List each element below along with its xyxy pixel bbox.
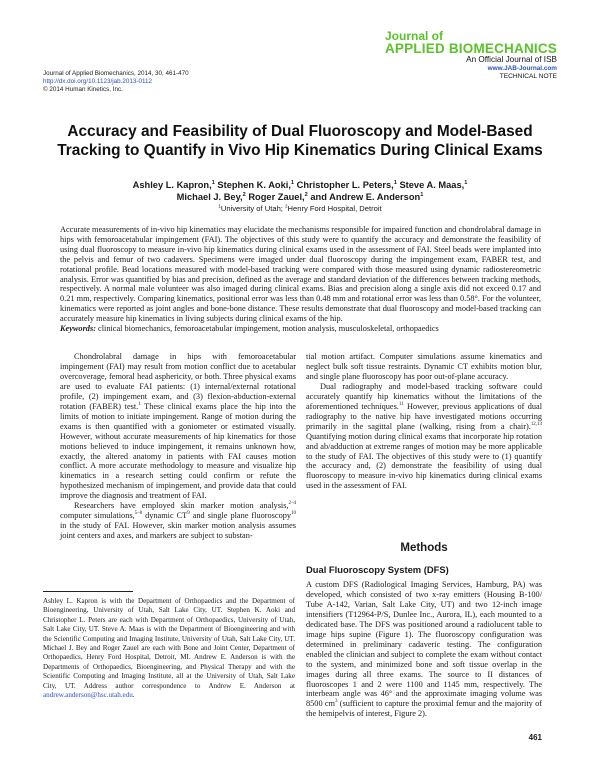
affiliation-marker: 1	[211, 179, 215, 186]
abstract: Accurate measurements of in-vivo hip kinematics may elucidate the mechanisms responsible for impaired function and chondrolabral damage in hips with femoroacetabular impingement (FAI). The objectives of this study were to quantify the accuracy and demonstrate the feasibility of using dual fluoroscopy to measure in-vivo hip kinematics during clinical exams used in the assessment of FAI. Steel beads were implanted into the pelvis and femur of two cadavers. Specimens were imaged under dual fluoroscopy during the impingement exam, FABER test, and rotational profile. Bead locations measured with model-based tracking were compared with those measured using dynamic radiostereometric analysis. Error was quantified by bias and precision, defined as the average and standard deviation of the differences between tracking methods, respectively. A normal male volunteer was also imaged during clinical exams. Bias and precision along a single axis did not exceed 0.17 and 0.21 mm, respectively. Comparing kinematics, positional error was less than 0.48 mm and rotational error was less than 0.58°. For the volunteer, kinematics were reported as joint angles and bone-bone distance. These results demonstrate that dual fluoroscopy and model-based tracking can accurately measure hip kinematics in living subjects during clinical exams of the hip.	[60, 225, 541, 324]
author: Stephen K. Aoki,	[214, 180, 291, 190]
keywords-list: clinical biomechanics, femoroacetabular impingement, motion analysis, musculoskeletal, orthopaedics	[95, 324, 439, 333]
text: Dual radiography and model-based tracking software could accurately quantify hip kinematics without the limitations of the aforementioned techniques.	[306, 381, 542, 411]
affiliation-marker: 1	[420, 191, 424, 198]
affiliation: University of Utah;	[220, 204, 286, 213]
text: in the study of FAI. However, skin marker motion analysis assumes joint centers and axes, and markers are subject to substan-	[60, 521, 296, 541]
journal-name-line2: APPLIED BIOMECHANICS	[384, 41, 557, 56]
title-line-2: Tracking to Quantify in Vivo Hip Kinematics During Clinical Exams	[57, 142, 543, 159]
affiliation-marker: 1	[393, 179, 397, 186]
author: and Andrew E. Anderson	[307, 192, 421, 202]
citation: Journal of Applied Biomechanics, 2014, 30, 461-470	[43, 70, 189, 77]
authors-line-1	[40, 179, 560, 191]
citation-ref[interactable]: 1	[138, 402, 141, 407]
affiliation: Henry Ford Hospital, Detroit	[287, 204, 382, 213]
journal-name-line1: Journal of	[384, 29, 443, 43]
superscript: 3	[335, 699, 338, 705]
text: and single plane fluoroscopy	[189, 511, 292, 521]
text: However, previous applications of dual radiography to the native hip have investigated motions occurring primarily in the sagittal plane (walking, rising from a chair).	[306, 401, 542, 431]
doi-link[interactable]: http://dx.doi.org/10.1123/jab.2013-0112	[43, 78, 152, 85]
citation-ref[interactable]: 5–8	[134, 511, 143, 517]
affiliation-marker: 2	[304, 191, 308, 198]
citation-block	[43, 70, 189, 94]
author-list	[40, 179, 560, 203]
page-number: 461	[528, 733, 542, 742]
article-title	[40, 122, 560, 160]
paragraph	[306, 580, 542, 719]
citation-ref[interactable]: 12,13	[530, 421, 542, 427]
citation-ref[interactable]: 11	[398, 402, 404, 407]
footnote-divider	[43, 591, 133, 592]
author: Steve A. Maas,	[396, 180, 465, 190]
email-link[interactable]: andrew.anderson@hsc.utah.edu	[43, 691, 133, 700]
affiliation-marker: 1	[290, 179, 295, 186]
authors-line-2	[40, 191, 560, 203]
methods-text	[306, 580, 542, 719]
text: (sufficient to capture the proximal femur and the majority of the hemipelvis of interest, Figure 2).	[306, 699, 542, 719]
journal-branding	[385, 30, 557, 81]
text: Quantifying motion during clinical exams that incorporate hip rotation and ab/adduction at extreme ranges of motion may be more applicable to the study of FAI. The objectives of this study were to (1) quantify the accuracy and, (2) demonstrate the feasibility of using dual fluoroscopy to measure in-vivo hip kinematics during clinical exams used in the assessment of FAI.	[306, 431, 542, 491]
subsection-heading-dfs: Dual Fluoroscopy System (DFS)	[306, 564, 449, 575]
paragraph: tial motion artifact. Computer simulations assume kinematics and neglect bulk soft tissue restraints. Dynamic CT exhibits motion blur, and single plane fluoroscopy has poor out-of-plane accuracy.	[306, 352, 542, 381]
author-footnote	[43, 597, 295, 700]
paragraph	[60, 501, 296, 541]
paragraph	[306, 382, 542, 491]
copyright: © 2014 Human Kinetics, Inc.	[43, 86, 123, 93]
paragraph	[60, 352, 296, 501]
text: A custom DFS (Radiological Imaging Services, Hamburg, PA) was developed, which consisted of two x-ray emitters (Housing B-100/ Tube A-142, Varian, Salt Lake City, UT) and two 12-inch image intensifiers (T12964-P/S, Dunlee Inc., Aurora, IL), each mounted to a dedicated base. The DFS was positioned around a radiolucent table to image hips supine (Figure 1). The fluoroscopy configuration was determined in preliminary cadaveric testing. The configuration enabled the clinician and subject to complete the exam without contact to the system, and minimized bone and soft tissue overlap in the images during all three exams. The source to II distances of fluoroscopes 1 and 2 were 1100 and 1145 mm, respectively. The interbeam angle was 46° and the approximate imaging volume was 8500 cm	[306, 580, 542, 709]
affiliation-number: 2	[285, 203, 288, 209]
keywords	[60, 324, 541, 334]
journal-website-link[interactable]: www.JAB-Journal.com	[487, 65, 557, 72]
author: Michael J. Bey,	[176, 192, 243, 202]
text: These clinical exams place the hip into the limits of motion to initiate impingement. Range of motion during the exams is then quantified with a goniometer or estimated visually. However, without accurate measurements of hip kinematics for those motions believed to induce impingement, it remains unknown how, exactly, the altered anatomy in patients with FAI causes motion conflict. A more accurate methodology to measure and visualize hip kinematics in a research setting could confirm or refute the hypothesized mechanism of impingement, and provide data that could improve the diagnosis and treatment of FAI.	[60, 401, 296, 501]
section-heading-methods: Methods	[400, 542, 448, 554]
author: Ashley L. Kapron,	[132, 180, 212, 190]
citation-ref[interactable]: 2–4	[288, 501, 296, 507]
citation-ref[interactable]: 10	[291, 511, 296, 517]
article-type: TECHNICAL NOTE	[499, 73, 557, 80]
journal-subtitle: An Official Journal of ISB	[466, 55, 557, 64]
author: Roger Zauel,	[245, 192, 305, 202]
footnote-text: Ashley L. Kapron is with the Department of Orthopaedics and the Department of Bioengineering, University of Utah, Salt Lake City, UT. Stephen K. Aoki and Christopher L. Peters are each with Department of Orthopaedics, University of Utah, Salt Lake City, UT. Steve A. Maas is with the Department of Bioengineering and with the Scientific Computing and Imaging Institute, University of Utah, Salt Lake City, UT. Michael J. Bey and Roger Zauel are each with Bone and Joint Center, Department of Orthopaedics, Henry Ford Hospital, Detroit, MI. Andrew E. Anderson is with the Departments of Orthopaedics, Bioengineering, and Physical Therapy and with the Scientific Computing and Imaging Institute, all at the University of Utah, Salt Lake City, UT. Address author correspondence to Andrew E. Anderson at	[43, 597, 295, 690]
right-column	[306, 352, 542, 491]
affiliation-number: 1	[218, 203, 221, 209]
text: Researchers have employed skin marker motion analysis,	[74, 501, 289, 511]
affiliation-marker: 2	[242, 191, 246, 198]
text: computer simulations,	[60, 511, 135, 521]
keywords-label: Keywords:	[60, 324, 96, 333]
text: Chondrolabral damage in hips with femoroacetabular impingement (FAI) may result from motion conflict due to acetabular overcoverage, femoral head asphericity, or both. Three physical exams are used to evaluate FAI patients: (1) internal/external rotational profile, (2) impingement exam, and (3) flexion-abduction-external rotation (FABER) test.	[60, 352, 296, 411]
citation-ref[interactable]: 9	[187, 511, 190, 517]
left-column	[60, 352, 296, 541]
footnote-end: .	[132, 691, 135, 700]
author: Christopher L. Peters,	[294, 180, 394, 190]
affiliation-marker: 1	[464, 179, 468, 186]
affiliations	[40, 204, 560, 214]
title-line-1: Accuracy and Feasibility of Dual Fluoroscopy and Model-Based	[67, 123, 533, 140]
text: dynamic CT	[142, 511, 188, 521]
